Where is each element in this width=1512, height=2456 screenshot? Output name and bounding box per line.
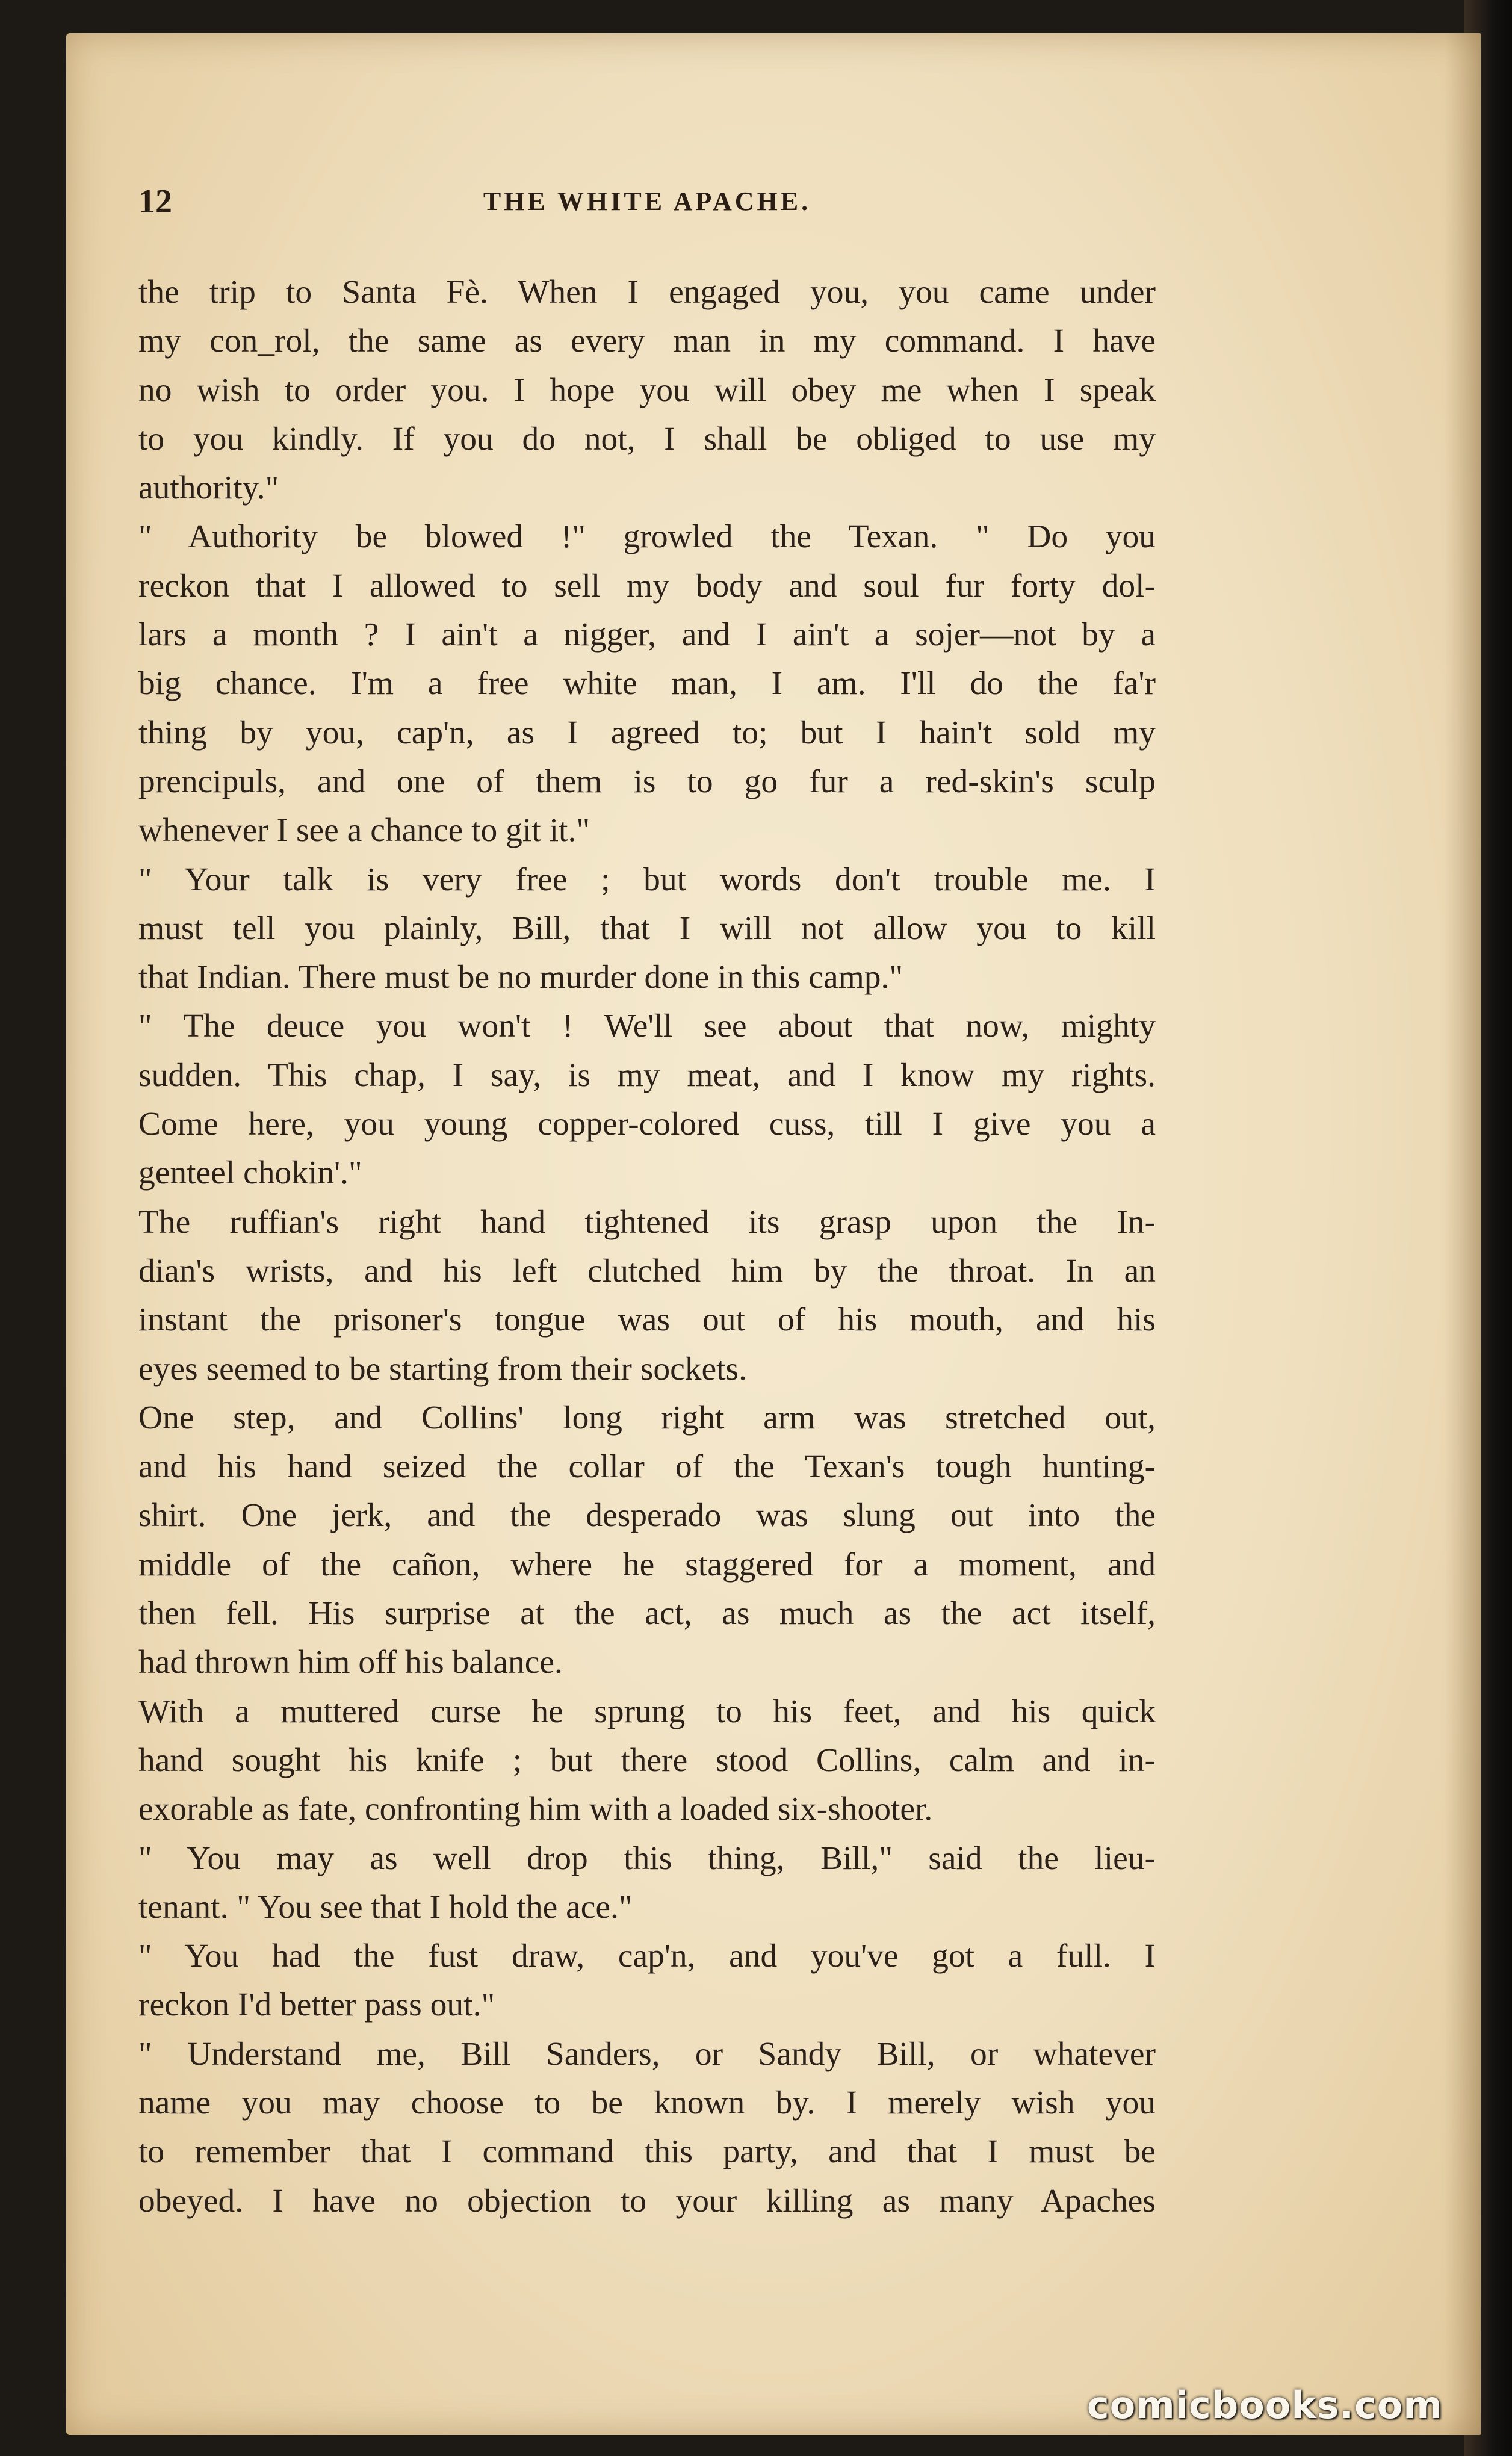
text-line: my con_rol, the same as every man in my command. I have [138,323,1156,360]
text-line: thing by you, cap'n, as I agreed to; but I hain't sold my [138,714,1156,751]
page-number: 12 [138,183,172,220]
text-line: obeyed. I have no objection to your killing as many Apaches [138,2182,1156,2219]
page-header-title: THE WHITE APACHE. [483,187,811,216]
text-line: " Authority be blowed !" growled the Texan. " Do you [138,518,1156,556]
text-line: tenant. " You see that I hold the ace." [138,1888,633,1926]
text-line: name you may choose to be known by. I merely wish you [138,2084,1156,2121]
text-line: " You may as well drop this thing, Bill," said the lieu- [138,1840,1156,1877]
text-line: lars a month ? I ain't a nigger, and I ain't a sojer—not by a [138,616,1156,654]
text-line: exorable as fate, confronting him with a loaded six-shooter. [138,1791,933,1828]
body-text [138,268,1156,2225]
text-line: " The deuce you won't ! We'll see about that now, mighty [138,1008,1156,1045]
text-line: then fell. His surprise at the act, as much as the act itself, [138,1595,1156,1633]
text-line: genteel chokin'." [138,1155,362,1192]
text-line: and his hand seized the collar of the Texan's tough hunting- [138,1448,1156,1486]
text-line: With a muttered curse he sprung to his feet, and his quick [138,1693,1156,1730]
text-line: must tell you plainly, Bill, that I will not allow you to kill [138,910,1156,947]
text-line: eyes seemed to be starting from their sockets. [138,1350,748,1388]
text-line: big chance. I'm a free white man, I am. I'll do the fa'r [138,665,1156,702]
text-line: The ruffian's right hand tightened its grasp upon the In- [138,1203,1156,1241]
text-line: middle of the cañon, where he staggered for a moment, and [138,1546,1156,1583]
running-head [138,181,1156,223]
site-watermark: comicbooks.com [1086,2383,1443,2427]
page-edge-shadow [1445,33,1481,2435]
text-line: authority." [138,470,279,507]
text-line: " Understand me, Bill Sanders, or Sandy Bill, or whatever [138,2035,1156,2073]
text-line: no wish to order you. I hope you will obey me when I speak [138,371,1156,409]
text-line: to you kindly. If you do not, I shall be obliged to use my [138,420,1156,457]
text-line: prencipuls, and one of them is to go fur a red-skin's sculp [138,763,1156,800]
text-line: to remember that I command this party, and that I must be [138,2133,1156,2171]
text-line: hand sought his knife ; but there stood Collins, calm and in- [138,1741,1156,1779]
text-line: the trip to Santa Fè. When I engaged you, you came under [138,274,1156,311]
text-line: had thrown him off his balance. [138,1644,563,1681]
text-line: that Indian. There must be no murder done in this camp." [138,959,903,996]
text-line: whenever I see a chance to git it." [138,812,590,849]
text-line: " Your talk is very free ; but words don't trouble me. I [138,861,1156,898]
text-line: sudden. This chap, I say, is my meat, and I know my rights. [138,1056,1156,1094]
text-line: shirt. One jerk, and the desperado was slung out into the [138,1497,1156,1534]
text-line: One step, and Collins' long right arm was stretched out, [138,1399,1156,1436]
text-line: Come here, you young copper-colored cuss, till I give you a [138,1106,1156,1143]
text-line: instant the prisoner's tongue was out of his mouth, and his [138,1301,1156,1339]
text-line: reckon I'd better pass out." [138,1986,495,2024]
text-line: " You had the fust draw, cap'n, and you've got a full. I [138,1938,1156,1975]
text-line: reckon that I allowed to sell my body and soul fur forty dol- [138,567,1156,604]
text-line: dian's wrists, and his left clutched him by the throat. In an [138,1252,1156,1289]
